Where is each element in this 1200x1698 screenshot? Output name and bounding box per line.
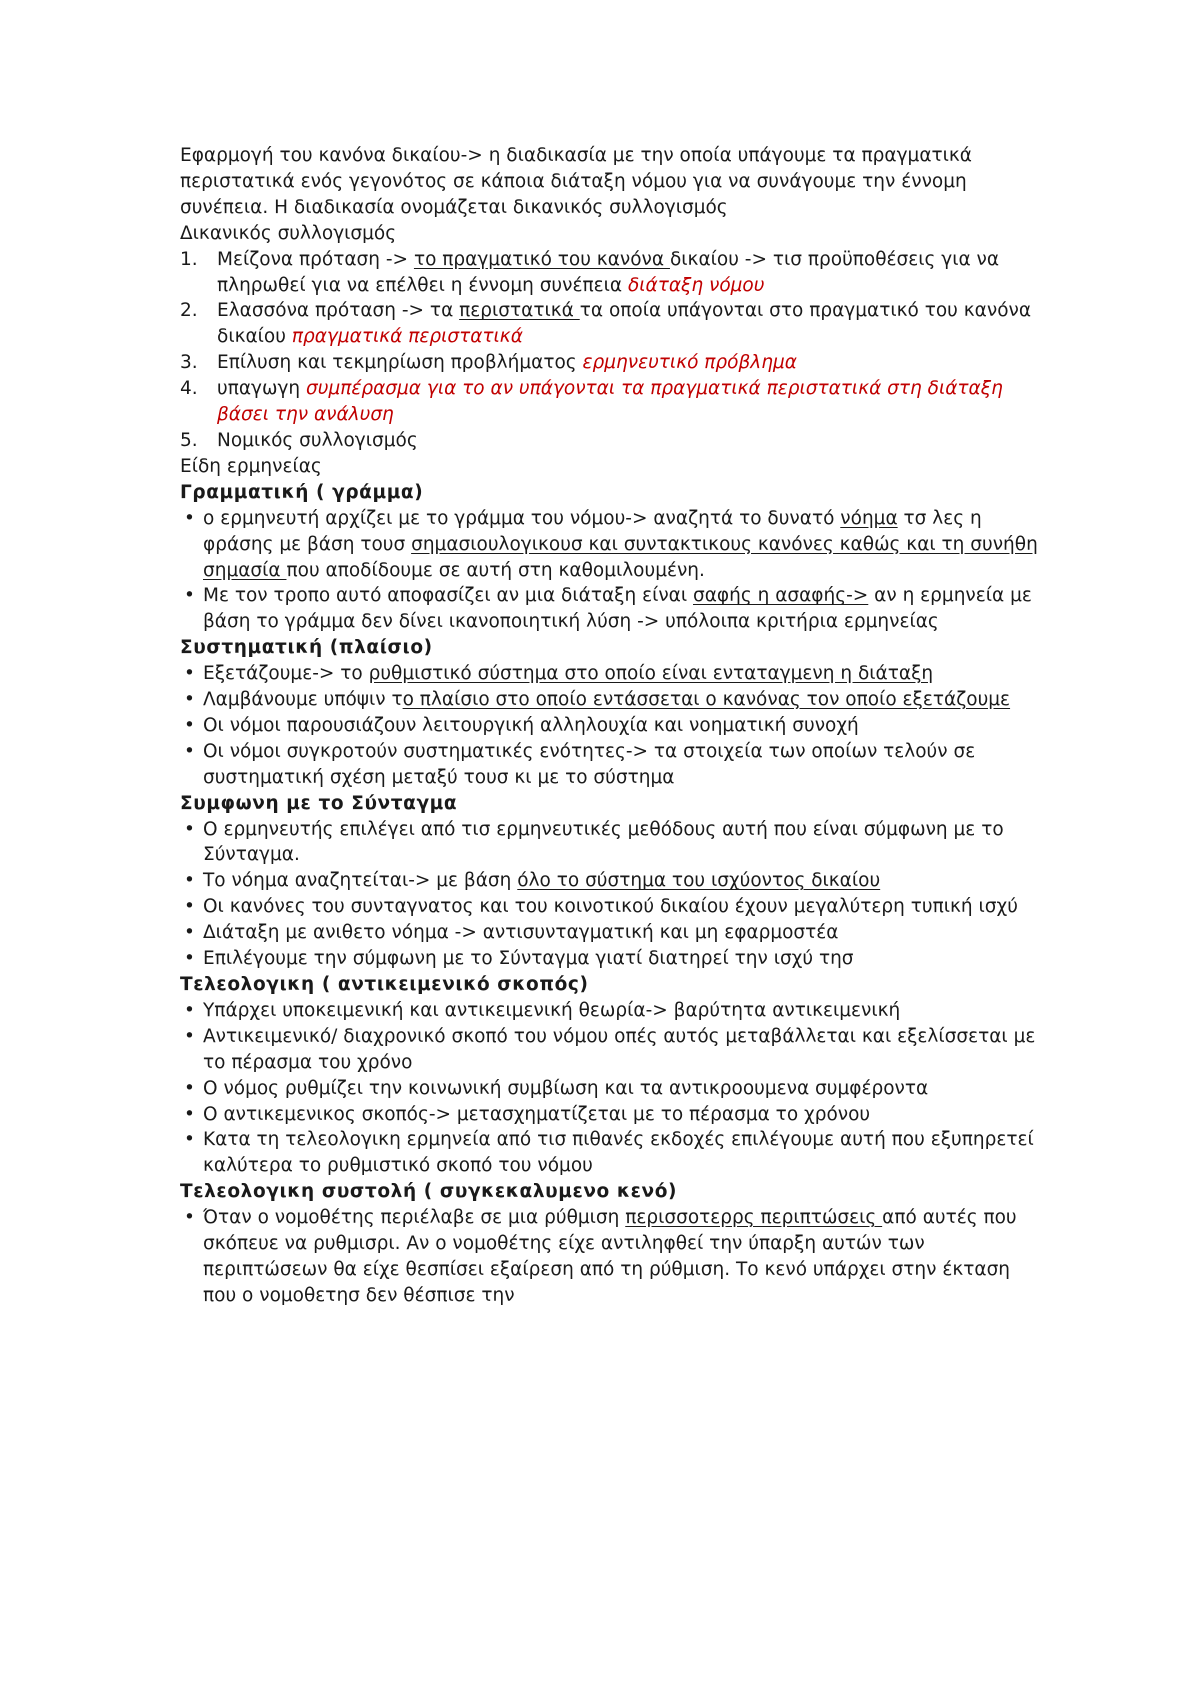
heading-grammatiki: Γραμματική ( γράμμα) xyxy=(180,481,424,503)
item-text: ο ερμηνευτή αρχίζει με το γράμμα του νόμου-> αναζητά το δυνατό xyxy=(203,507,841,529)
item-text: Επιλέγουμε την σύμφωνη με το Σύνταγμα γιατί διατηρεί την ισχύ τησ xyxy=(203,948,854,970)
item-text: Ο ερμηνευτής επιλέγει από τισ ερμηνευτικές μεθόδους αυτή που είναι σύμφωνη με το Σύνταγμα. xyxy=(203,818,1004,866)
bullet-item xyxy=(180,583,1040,635)
numbered-item-4 xyxy=(180,376,1040,428)
bullet-icon: • xyxy=(184,740,195,762)
bullet-icon: • xyxy=(184,1103,195,1125)
eidi-ermineias: Είδη ερμηνείας xyxy=(180,455,322,477)
bullet-icon: • xyxy=(184,1129,195,1151)
item-text: Ο νόμος ρυθμίζει την κοινωνική συμβίωση και τα αντικροουμενα συμφέροντα xyxy=(203,1077,929,1099)
item-text: Αντικειμενικό/ διαχρονικό σκοπό του νόμου οπές αυτός μεταβάλλεται και εξελίσσεται με το πέρασμα του χρόνο xyxy=(203,1025,1036,1073)
item-number: 3. xyxy=(180,352,198,374)
numbered-item-1 xyxy=(180,247,1040,299)
bullet-icon: • xyxy=(184,714,195,736)
bullet-icon: • xyxy=(184,870,195,892)
underlined-text: περιστατικά xyxy=(459,300,580,322)
bullet-icon: • xyxy=(184,689,195,711)
item-text: Όταν ο νομοθέτης περιέλαβε σε μια ρύθμιση xyxy=(203,1207,626,1229)
bullet-icon: • xyxy=(184,1207,195,1229)
red-annotation: συμπέρασμα για το αν υπάγονται τα πραγματικά περιστατικά στη διάταξη βάσει την ανάλυση xyxy=(217,378,1003,426)
item-text: Νομικός συλλογισμός xyxy=(217,429,418,451)
item-text: από αυτές που σκόπευε να ρυθμισρι. Αν ο νομοθέτης είχε αντιληφθεί την ύπαρξη αυτών των περιπτώσεων θα είχε θεσπίσει εξαίρεση από τη ρύθμιση. Το κενό υπάρχει στην έκταση που ο νομοθετησ δεν θέσπισε την xyxy=(203,1207,1017,1306)
systoli-list xyxy=(180,1205,1040,1309)
intro-text: Εφαρμογή του κανόνα δικαίου-> η διαδικασία με την οποία υπάγουμε τα πραγματικά περιστατικά ενός γεγονότος σε κάποια διάταξη νόμου για να συνάγουμε την έννομη συνέπεια. Η διαδικασία ονομάζεται δικανικός συλλογισμός xyxy=(180,145,973,218)
bullet-item xyxy=(180,687,1040,713)
item-number: 2. xyxy=(180,300,198,322)
item-text: τα οποία υπάγονται στο πραγματικό του κανόνα δικαίου xyxy=(217,300,1032,348)
item-text: Εξετάζουμε-> το xyxy=(203,663,369,685)
underlined-text: σαφής η ασαφής-> xyxy=(693,585,869,607)
item-text: Οι κανόνες του συνταγνατος και του κοινοτικού δικαίου έχουν μεγαλύτερη τυπική ισχύ xyxy=(203,896,1018,918)
underlined-text: ρυθμιστικό σύστημα στο οποίο είναι ενταταγμενη η διάταξη xyxy=(368,663,934,685)
systimatiki-list xyxy=(180,661,1040,791)
item-text: δικαίου -> τισ προϋποθέσεις για να πληρωθεί για να επέλθει η έννομη συνέπεια xyxy=(217,248,1000,296)
bullet-item xyxy=(180,1127,1040,1179)
bullet-icon: • xyxy=(184,922,195,944)
underlined-text: σημασιουλογικουσ και συντακτικους κανόνες καθώς και τη συνήθη σημασία xyxy=(203,533,1038,581)
bullet-item xyxy=(180,998,1040,1024)
teleologiki-list xyxy=(180,998,1040,1179)
numbered-item-5 xyxy=(180,428,1040,454)
bullet-item xyxy=(180,1076,1040,1102)
item-text: υπαγωγη xyxy=(217,378,307,400)
dikanikos-title: Δικανικός συλλογισμός xyxy=(180,222,397,244)
bullet-icon: • xyxy=(184,507,195,529)
bullet-icon: • xyxy=(184,585,195,607)
item-number: 1. xyxy=(180,248,198,270)
underlined-text: περισσοτερρς περιπτώσεις xyxy=(625,1207,883,1229)
heading-teleologiki: Τελεολογικη ( αντικειμενικό σκοπός) xyxy=(180,974,589,995)
item-text: αν η ερμηνεία με βάση το γράμμα δεν δίνει ικανοποιητική λύση -> υπόλοιπα κριτήρια ερμηνείας xyxy=(203,585,1032,633)
item-text: Ο αντικεμενικος σκοπός-> μετασχηματίζεται με το πέρασμα το χρόνου xyxy=(203,1103,871,1125)
item-text: Οι νόμοι συγκροτούν συστηματικές ενότητες-> τα στοιχεία των οποίων τελούν σε συστηματική σχέση μεταξύ τουσ κι με το σύστημα xyxy=(203,740,976,788)
dikanikos-list xyxy=(180,247,1040,454)
item-text: Επίλυση και τεκμηρίωση προβλήματος xyxy=(217,352,583,374)
document-page xyxy=(180,143,1040,1309)
bullet-item xyxy=(180,817,1040,869)
numbered-item-3 xyxy=(180,350,1040,376)
underlined-text: όλο το σύστημα του ισχύοντος δικαίου xyxy=(517,870,881,892)
item-number: 5. xyxy=(180,429,198,451)
heading-syntagma: Συμφωνη με το Σύνταγμα xyxy=(180,792,458,814)
bullet-item xyxy=(180,661,1040,687)
item-text: Οι νόμοι παρουσιάζουν λειτουργική αλληλουχία και νοηματική συνοχή xyxy=(203,714,859,736)
numbered-item-2 xyxy=(180,298,1040,350)
bullet-icon: • xyxy=(184,1025,195,1047)
item-text: τσ λες η φράσης με βάση τουσ xyxy=(203,507,982,555)
item-text: Το νόημα αναζητείται-> με βάση xyxy=(203,870,518,892)
bullet-item xyxy=(180,713,1040,739)
item-text: Ελασσόνα πρόταση -> τα xyxy=(217,300,460,322)
underlined-text: ο πλαίσιο στο οποίο εντάσσεται ο κανόνας τον οποίο εξετάζουμε xyxy=(402,689,1011,711)
bullet-icon: • xyxy=(184,999,195,1021)
red-annotation: πραγματικά περιστατικά xyxy=(291,326,523,348)
syntagma-list xyxy=(180,817,1040,972)
bullet-icon: • xyxy=(184,818,195,840)
intro-paragraph xyxy=(180,143,1040,221)
heading-systoli: Τελεολογικη συστολή ( συγκεκαλυμενο κενό) xyxy=(180,1181,678,1203)
bullet-item xyxy=(180,868,1040,894)
bullet-icon: • xyxy=(184,1077,195,1099)
underlined-text: νόημα xyxy=(840,507,898,529)
bullet-item xyxy=(180,894,1040,920)
bullet-icon: • xyxy=(184,896,195,918)
bullet-item xyxy=(180,506,1040,584)
item-text: Διάταξη με ανιθετο νόημα -> αντισυνταγματική και μη εφαρμοστέα xyxy=(203,922,839,944)
item-text: Κατα τη τελεολογικη ερμηνεία από τισ πιθανές εκδοχές επιλέγουμε αυτή που εξυπηρετεί καλύτερα το ρυθμιστικό σκοπό του νόμου xyxy=(203,1129,1034,1177)
item-text: Λαμβάνουμε υπόψιν τ xyxy=(203,689,403,711)
bullet-icon: • xyxy=(184,948,195,970)
heading-systimatiki: Συστηματική (πλαίσιο) xyxy=(180,637,433,659)
red-annotation: διάταξη νόμου xyxy=(627,274,765,296)
bullet-item xyxy=(180,739,1040,791)
bullet-item xyxy=(180,1024,1040,1076)
item-number: 4. xyxy=(180,378,198,400)
grammatiki-list xyxy=(180,506,1040,636)
bullet-item xyxy=(180,920,1040,946)
bullet-item xyxy=(180,946,1040,972)
item-text: που αποδίδουμε σε αυτή στη καθομιλουμένη. xyxy=(286,559,705,581)
item-text: Μείζονα πρόταση -> xyxy=(217,248,414,270)
underlined-text: το πραγματικό του κανόνα xyxy=(413,248,670,270)
red-annotation: ερμηνευτικό πρόβλημα xyxy=(582,352,797,374)
bullet-icon: • xyxy=(184,663,195,685)
bullet-item xyxy=(180,1102,1040,1128)
item-text: Με τον τροπο αυτό αποφασίζει αν μια διάταξη είναι xyxy=(203,585,693,607)
item-text: Υπάρχει υποκειμενική και αντικειμενική θεωρία-> βαρύτητα αντικειμενική xyxy=(203,999,901,1021)
bullet-item xyxy=(180,1205,1040,1309)
